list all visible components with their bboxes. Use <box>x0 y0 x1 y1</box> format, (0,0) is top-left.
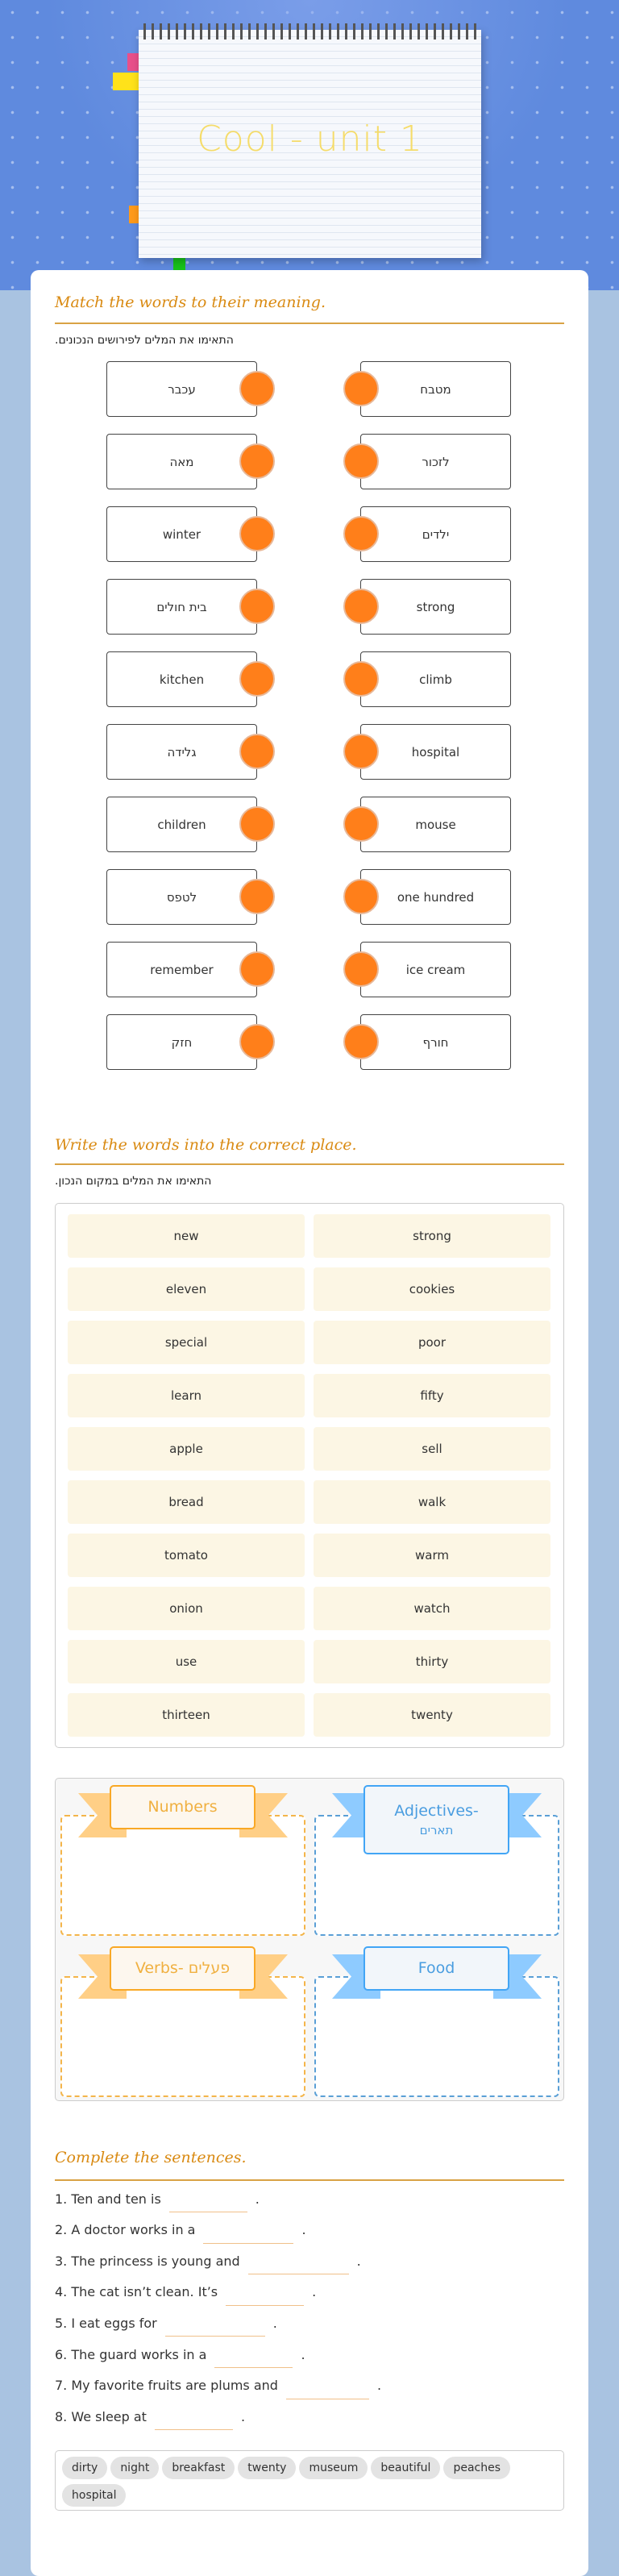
category-name: Adjectives- <box>394 1802 479 1821</box>
spiral-binding <box>143 23 476 40</box>
category-subtitle: תארים <box>419 1822 454 1837</box>
match-item-right[interactable]: לזכור <box>360 434 511 489</box>
word-tile[interactable]: tomato <box>68 1534 305 1577</box>
answer-blank[interactable] <box>226 2288 304 2306</box>
sentence <box>55 2190 260 2208</box>
connector-dot[interactable] <box>239 879 275 914</box>
sentence-text: 8. We sleep at <box>55 2408 147 2424</box>
connector-dot[interactable] <box>343 661 379 697</box>
word-bank <box>55 2450 564 2511</box>
sentence-period: . <box>376 2378 382 2394</box>
match-heading: Match the words to their meaning. <box>55 293 326 311</box>
category-ribbon <box>78 1785 288 1829</box>
word-tile[interactable]: bread <box>68 1480 305 1524</box>
match-item-left[interactable]: עכבר <box>106 361 257 417</box>
connector-dot[interactable] <box>239 371 275 406</box>
word-chip[interactable]: night <box>110 2457 159 2479</box>
category-label <box>110 1946 255 1991</box>
sentence-text: 7. My favorite fruits are plums and <box>55 2378 278 2394</box>
connector-dot[interactable] <box>239 951 275 987</box>
answer-blank[interactable] <box>214 2350 293 2368</box>
word-tile[interactable]: walk <box>314 1480 550 1524</box>
word-tile[interactable]: use <box>68 1640 305 1683</box>
sentence-period: . <box>301 2346 305 2362</box>
connector-dot[interactable] <box>239 516 275 551</box>
sentence-text: 1. Ten and ten is <box>55 2191 161 2207</box>
sentence-text: 2. A doctor works in a <box>55 2222 196 2238</box>
word-tile[interactable]: twenty <box>314 1693 550 1737</box>
category-name: Food <box>418 1959 455 1978</box>
word-tile[interactable]: warm <box>314 1534 550 1577</box>
sentence <box>55 2377 381 2395</box>
match-item-left[interactable]: לטפס <box>106 869 257 925</box>
page-title: Cool - unit 1 <box>197 119 423 160</box>
word-chip[interactable]: dirty <box>62 2457 107 2479</box>
yellow-tab <box>113 73 139 90</box>
sentence-text: 6. The guard works in a <box>55 2346 207 2362</box>
word-tile[interactable]: sell <box>314 1427 550 1471</box>
connector-dot[interactable] <box>343 734 379 769</box>
word-tile[interactable]: fifty <box>314 1374 550 1417</box>
word-tile[interactable]: special <box>68 1321 305 1364</box>
answer-blank[interactable] <box>169 2195 247 2212</box>
match-item-left[interactable]: kitchen <box>106 651 257 707</box>
sentence-text: 5. I eat eggs for <box>55 2315 157 2331</box>
connector-dot[interactable] <box>343 443 379 479</box>
match-item-left[interactable]: מאה <box>106 434 257 489</box>
answer-blank[interactable] <box>286 2382 369 2399</box>
category-name: Verbs- פעלים <box>135 1959 231 1978</box>
match-item-right[interactable]: מטבח <box>360 361 511 417</box>
category-ribbon <box>332 1946 542 1991</box>
sentence-period: . <box>255 2191 260 2207</box>
word-tile[interactable]: new <box>68 1214 305 1258</box>
word-tile[interactable]: thirteen <box>68 1693 305 1737</box>
word-tile[interactable]: onion <box>68 1587 305 1630</box>
category-label <box>110 1785 255 1829</box>
match-item-left[interactable]: בית חולים <box>106 579 257 635</box>
answer-blank[interactable] <box>248 2257 349 2274</box>
connector-dot[interactable] <box>343 879 379 914</box>
category-label <box>364 1785 509 1854</box>
notebook <box>139 30 481 258</box>
sentence-period: . <box>272 2315 277 2331</box>
connector-dot[interactable] <box>239 589 275 624</box>
divider <box>55 1163 564 1165</box>
header-banner <box>0 0 619 290</box>
match-item-right[interactable]: mouse <box>360 797 511 852</box>
pink-tab <box>127 53 139 71</box>
orange-tab <box>129 206 139 223</box>
connector-dot[interactable] <box>239 661 275 697</box>
word-tile[interactable]: eleven <box>68 1267 305 1311</box>
sentence-period: . <box>312 2284 317 2300</box>
match-item-left[interactable]: חזק <box>106 1014 257 1070</box>
sentence-text: 3. The princess is young and <box>55 2253 240 2269</box>
connector-dot[interactable] <box>239 734 275 769</box>
connector-dot[interactable] <box>343 371 379 406</box>
connector-dot[interactable] <box>343 951 379 987</box>
connector-dot[interactable] <box>239 443 275 479</box>
sentence <box>55 2283 316 2301</box>
sort-instruction: התאימו את המלים במקום הנכון. <box>55 1175 212 1188</box>
sentence-period: . <box>240 2408 246 2424</box>
category-name: Numbers <box>147 1798 218 1817</box>
connector-dot[interactable] <box>343 1024 379 1059</box>
match-item-right[interactable]: ice cream <box>360 942 511 997</box>
match-item-right[interactable]: climb <box>360 651 511 707</box>
category-ribbon <box>78 1946 288 1991</box>
match-item-left[interactable]: גלידה <box>106 724 257 780</box>
category-ribbon <box>332 1785 542 1837</box>
sentence-period: . <box>301 2222 306 2238</box>
match-item-left[interactable]: children <box>106 797 257 852</box>
match-item-right[interactable]: חורף <box>360 1014 511 1070</box>
sentence <box>55 2407 245 2425</box>
match-item-left[interactable]: winter <box>106 506 257 562</box>
word-chip[interactable]: twenty <box>238 2457 296 2479</box>
word-chip[interactable]: hospital <box>62 2484 126 2507</box>
word-tile[interactable]: thirty <box>314 1640 550 1683</box>
word-tile[interactable]: poor <box>314 1321 550 1364</box>
word-tile[interactable]: learn <box>68 1374 305 1417</box>
sentence-period: . <box>356 2253 361 2269</box>
word-tile[interactable]: strong <box>314 1214 550 1258</box>
sentence <box>55 2252 361 2270</box>
answer-blank[interactable] <box>203 2226 293 2244</box>
word-tile[interactable]: apple <box>68 1427 305 1471</box>
match-item-right[interactable]: ילדים <box>360 506 511 562</box>
answer-blank[interactable] <box>165 2319 265 2337</box>
sentences-heading: Complete the sentences. <box>55 2149 247 2166</box>
word-chip[interactable]: peaches <box>443 2457 510 2479</box>
sentence <box>55 2314 277 2332</box>
word-chip[interactable]: breakfast <box>162 2457 235 2479</box>
match-item-right[interactable]: hospital <box>360 724 511 780</box>
word-chip[interactable]: beautiful <box>371 2457 440 2479</box>
divider <box>55 323 564 324</box>
divider <box>55 2179 564 2181</box>
word-tile[interactable]: cookies <box>314 1267 550 1311</box>
sentence <box>55 2345 305 2363</box>
sentence <box>55 2221 306 2239</box>
connector-dot[interactable] <box>239 806 275 842</box>
sentence-text: 4. The cat isn’t clean. It’s <box>55 2284 218 2300</box>
match-item-right[interactable]: strong <box>360 579 511 635</box>
word-tile[interactable]: watch <box>314 1587 550 1630</box>
answer-blank[interactable] <box>155 2412 233 2430</box>
connector-dot[interactable] <box>343 589 379 624</box>
connector-dot[interactable] <box>239 1024 275 1059</box>
match-item-left[interactable]: remember <box>106 942 257 997</box>
connector-dot[interactable] <box>343 516 379 551</box>
connector-dot[interactable] <box>343 806 379 842</box>
match-instruction: התאימו את המלים לפירושים הנכונים. <box>55 334 234 347</box>
category-label <box>364 1946 509 1991</box>
word-chip[interactable]: museum <box>299 2457 368 2479</box>
sort-heading: Write the words into the correct place. <box>55 1136 357 1154</box>
match-item-right[interactable]: one hundred <box>360 869 511 925</box>
